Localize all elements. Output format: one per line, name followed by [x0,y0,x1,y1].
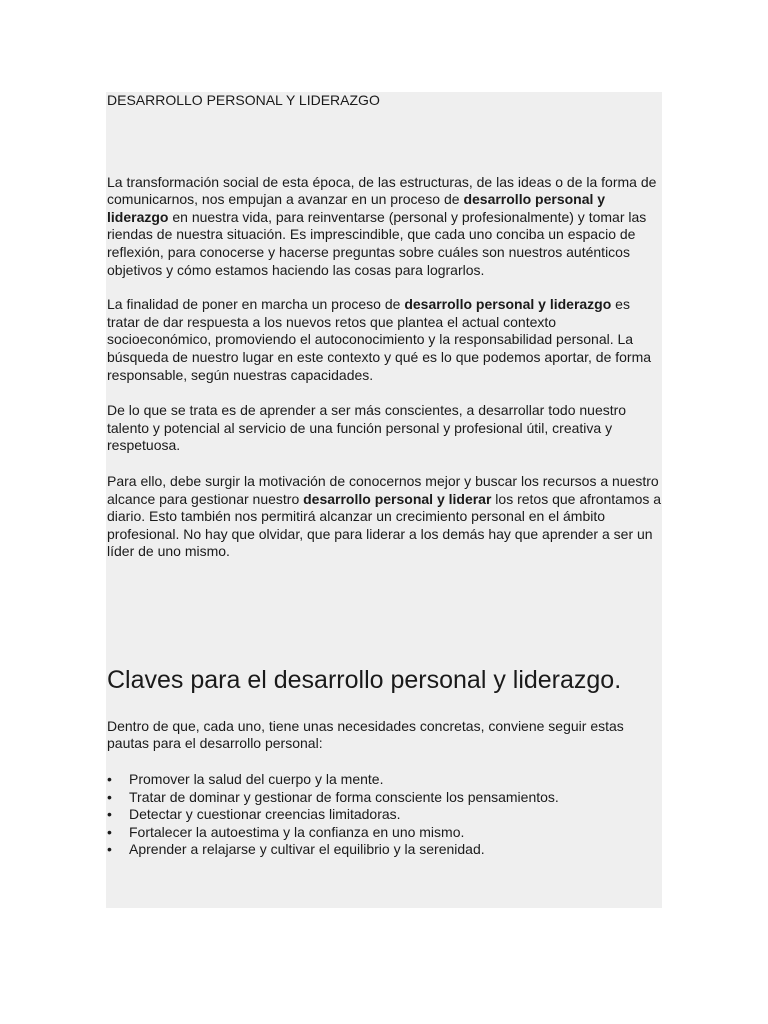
bullet-list [107,771,663,859]
paragraph-2-text-a: La finalidad de poner en marcha un proceso de [107,296,405,313]
list-item-text: Fortalecer la autoestima y la confianza en uno mismo. [129,823,465,840]
list-item [107,841,663,859]
paragraph-4-text-c: los retos que afrontamos a diario. Esto también nos permitirá alcanzar un crecimiento personal en el ámbito profesional. No hay que olvidar, que para liderar a los demás hay que aprender a ser un líder de uno mismo. [107,490,662,560]
list-item-text: Tratar de dominar y gestionar de forma consciente los pensamientos. [129,788,559,805]
list-item [107,789,663,807]
bullet-icon: • [107,771,112,788]
list-item-text: Aprender a relajarse y cultivar el equilibrio y la serenidad. [129,841,485,858]
paragraph-3 [107,402,663,455]
paragraph-1-text-c: en nuestra vida, para reinventarse (personal y profesionalmente) y tomar las riendas de nuestra situación. Es imprescindible, que cada uno conciba un espacio de reflexión, para conocerse y hacerse preguntas sobre cuáles son nuestros auténticos objetivos y cómo estamos haciendo las cosas para lograrlos. [107,208,647,278]
document-content [107,92,663,859]
bullet-icon: • [107,806,112,823]
list-item-text: Detectar y cuestionar creencias limitadoras. [129,806,401,823]
list-item [107,806,663,824]
list-item [107,824,663,842]
paragraph-1-bold: desarrollo personal y liderazgo [107,191,606,225]
bullet-icon: • [107,823,112,840]
paragraph-2 [107,296,663,384]
paragraph-1-text-a: La transformación social de esta época, de las estructuras, de las ideas o de la forma de comunicarnos, nos empujan a avanzar en un proceso de [107,173,657,208]
paragraph-1 [107,174,663,280]
bullet-icon: • [107,788,112,805]
paragraph-4 [107,473,663,561]
bullet-icon: • [107,841,112,858]
list-item [107,771,663,789]
paragraph-4-bold: desarrollo personal y liderar [303,490,492,507]
paragraph-3-text-a: De lo que se trata es de aprender a ser más conscientes, a desarrollar todo nuestro talento y potencial al servicio de una función personal y profesional útil, creativa y respetuosa. [107,402,627,454]
document-title: DESARROLLO PERSONAL Y LIDERAZGO [107,92,380,108]
paragraph-2-bold: desarrollo personal y liderazgo [404,296,612,313]
section-heading: Claves para el desarrollo personal y liderazgo. [107,665,622,694]
paragraph-4-text-a: Para ello, debe surgir la motivación de conocernos mejor y buscar los recursos a nuestro alcance para gestionar nuestro [107,472,659,507]
paragraph-2-text-c: es tratar de dar respuesta a los nuevos retos que plantea el actual contexto socioeconómico, promoviendo el autoconocimiento y la responsabilidad personal. La búsqueda de nuestro lugar en este contexto y qué es lo que podemos aportar, de forma responsable, según nuestras capacidades. [107,296,652,383]
section-intro: Dentro de que, cada uno, tiene unas necesidades concretas, conviene seguir estas pautas para el desarrollo personal: [107,717,624,752]
list-item-text: Promover la salud del cuerpo y la mente. [129,771,384,788]
